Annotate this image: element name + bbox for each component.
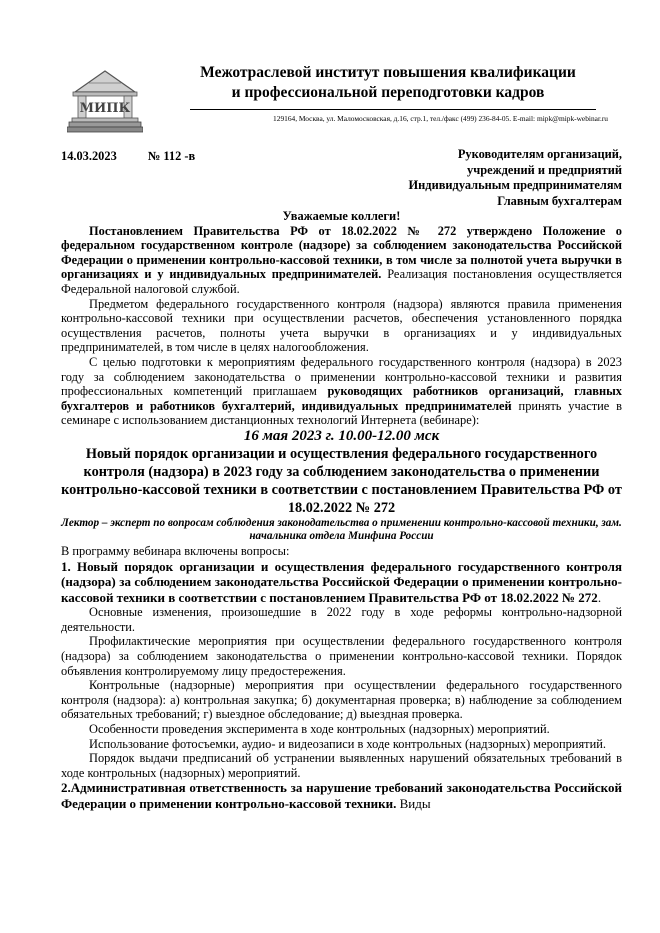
letter-number: № 112 -в <box>147 149 196 163</box>
institute-address: 129164, Москва, ул. Маломосковская, д.16, стр.1, тел./факс (499) 236-84-05. E-mail: mipk@mipk-webinar.ru <box>273 114 608 123</box>
invited-audience: руководящих работников организаций, главных бухгалтеров и работников бухгалтерий, индивидуальных предпринимателей <box>61 384 623 413</box>
paragraph-regulation <box>61 224 622 297</box>
greeting: Уважаемые коллеги! <box>282 209 401 223</box>
institute-name <box>168 63 608 103</box>
list-item: Профилактические мероприятия при осуществлении федерального государственного контроля (надзора) за соблюдением законодательства о применении контрольно-кассовой техники. Порядок объявления контролируемому лицу предостережения. <box>61 634 622 678</box>
recipient-line: Индивидуальным предпринимателям <box>408 178 622 192</box>
recipients-block <box>409 147 622 209</box>
recipient-line: Руководителям организаций, <box>457 147 622 161</box>
institute-logo-icon <box>67 68 143 134</box>
regulation-implementation: Реализация постановления осуществляется Федеральной налоговой службой. <box>61 267 622 296</box>
institute-name-line2: и профессиональной переподготовки кадров <box>231 84 545 101</box>
header-divider <box>190 109 596 110</box>
list-item: Основные изменения, произошедшие в 2022 году в ходе реформы контрольно-надзорной деятельности. <box>61 605 622 634</box>
program-intro: В программу вебинара включены вопросы: <box>61 543 290 558</box>
regulation-statement: Постановлением Правительства РФ от 18.02.2022 № 272 утверждено Положение о федеральном государственном контроле (надзоре) за соблюдением законодательства Российской Федерации о применении контрольно-кассовой техники, в том числе за полнотой учета выручки в организациях и у индивидуальных предпринимателей. <box>61 223 622 282</box>
recipient-line: Главным бухгалтерам <box>497 193 622 208</box>
list-item: Контрольные (надзорные) мероприятия при осуществлении федерального государственного контроля (надзора): а) контрольная закупка; б) документарная проверка; в) наблюдение за соблюдением обязательных требований; г) выездное обследование; д) выездная проверка. <box>61 678 622 722</box>
svg-text:МИПК: МИПК <box>79 101 131 116</box>
letter-body <box>61 209 622 812</box>
event-date: 16 мая 2023 г. 10.00-12.00 мск <box>243 427 440 444</box>
list-item: Использование фотосъемки, аудио- и видеозаписи в ходе контрольных (надзорных) мероприятий. <box>89 736 606 751</box>
program-question-2: 2.Административная ответственность за нарушение требований законодательства Российской Федерации о применении контрольно-кассовой техники. Виды <box>61 780 622 811</box>
institute-name-line1: Межотраслевой институт повышения квалификации <box>200 64 576 81</box>
seminar-title: Новый порядок организации и осуществления федерального государственного контроля (надзора) в 2023 году за соблюдением законодательства о применении контрольно-кассовой техники в соответствии с постановлением Правительства РФ от 18.02.2022 № 272 <box>61 445 622 516</box>
list-item: Особенности проведения эксперимента в ходе контрольных (надзорных) мероприятий. <box>89 722 550 737</box>
letter-date: 14.03.2023 <box>61 149 117 163</box>
list-item: Порядок выдачи предписаний об устранении выявленных нарушений обязательных требований в ходе контрольных (надзорных) мероприятий. <box>61 751 622 780</box>
program-question-1: 1. Новый порядок организации и осуществления федерального государственного контроля (надзора) за соблюдением законодательства Российской Федерации о применении контрольно-кассовой техники в соответствии с постановлением Правительства РФ от 18.02.2022 № 272. <box>61 558 622 605</box>
recipient-line: учреждений и предприятий <box>467 162 622 177</box>
lecturer-info: Лектор – эксперт по вопросам соблюдения законодательства о применении контрольно-кассовой техники, зам. начальника отдела Минфина России <box>61 516 622 543</box>
letter-reference <box>61 149 195 164</box>
paragraph-invitation: С целью подготовки к мероприятиям федерального государственного контроля (надзора) в 2023 году за соблюдением законодательства о применении контрольно-кассовой техники и развития профессиональных компетенций приглашаем руководящих работников организаций, главных бухгалтеров и работников бухгалтерий, индивидуальных предпринимателей принять участие в семинаре с использованием дистанционных технологий Интернета (вебинаре): <box>61 354 623 428</box>
paragraph-subject: Предметом федерального государственного контроля (надзора) являются правила применения контрольно-кассовой техники при осуществлении расчетов, обеспечения установленного порядка осуществления расчетов, полноты учета выручки в организациях и у индивидуальных предпринимателей, в том числе в целях налогообложения. <box>61 296 622 355</box>
